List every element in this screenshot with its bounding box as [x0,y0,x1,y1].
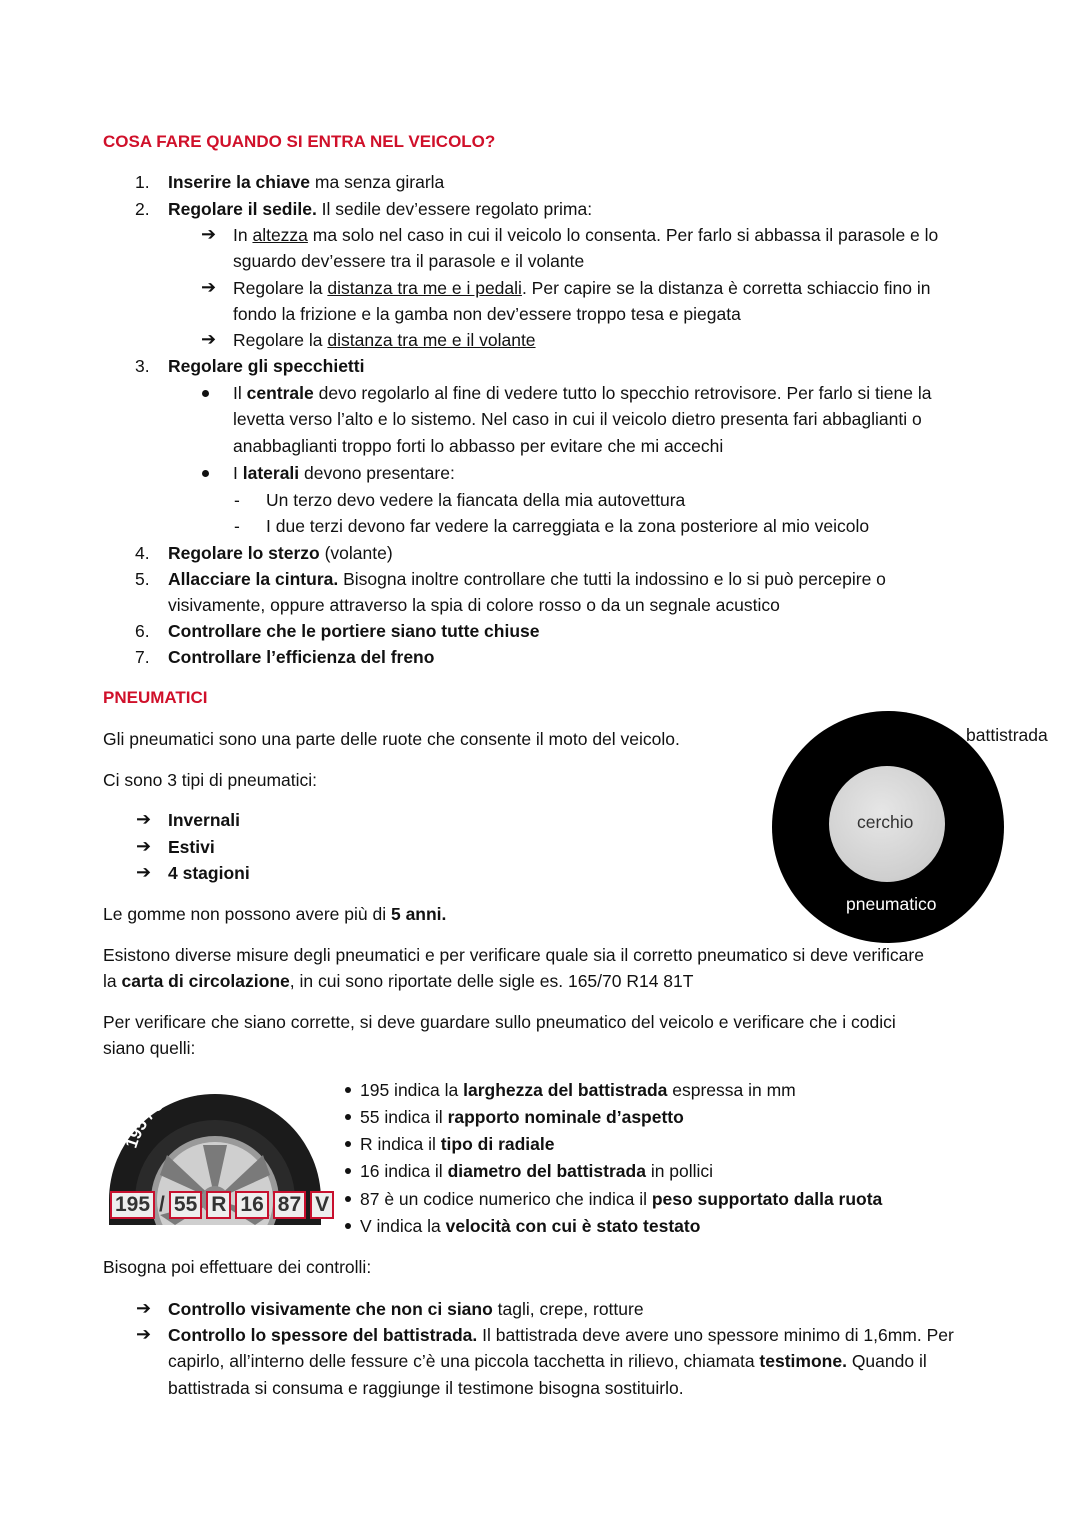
code-item: 87 è un codice numerico che indica il peso supportato dalla ruota [360,1189,883,1209]
code-box: 16 [235,1191,268,1219]
step-7-num: 7. [135,647,150,667]
type-summer: Estivi [168,837,215,857]
code-item: 55 indica il rapporto nominale d’aspetto [360,1107,684,1127]
code-box: 87 [273,1191,306,1219]
step-6-text: Controllare che le portiere siano tutte chiuse [168,621,540,641]
tyre-arc-text: 195 / 55 R 16 87V [121,1075,250,1151]
step-1-text: Inserire la chiave ma senza girarla [168,172,445,192]
lateral-sub-1: Un terzo devo vedere la fiancata della mia autovettura [266,490,686,510]
step-7-text: Controllare l’efficienza del freno [168,647,435,667]
bullet-icon [202,470,209,477]
bullet-icon [202,390,209,397]
mirror-lateral: I laterali devono presentare: [233,463,455,483]
tread-label: battistrada [966,725,1048,745]
arrow-icon: ➔ [136,862,152,882]
mirror-central: Il centrale devo regolarlo al fine di vedere tutto lo specchio retrovisore. Per farlo si tiene la [233,383,932,403]
tyre-label: pneumatico [846,894,937,914]
seat-item-2-cont: fondo la frizione e la gamba non dev’essere troppo tesa e piegata [233,304,741,324]
type-all-season: 4 stagioni [168,863,250,883]
control-2-l2: capirlo, all’interno delle fessure c’è una piccola tacchetta in rilievo, chiamata testimone. Quando il [168,1351,927,1371]
code-item: R indica il tipo di radiale [360,1134,555,1154]
step-6-num: 6. [135,621,150,641]
bullet-icon [345,1141,351,1147]
bullet-icon [345,1087,351,1093]
seat-item-1: In altezza ma solo nel caso in cui il veicolo lo consenta. Per farlo si abbassa il parasole e lo [233,225,939,245]
check-l1: Per verificare che siano corrette, si deve guardare sullo pneumatico del veicolo e verificare che i codici [103,1012,896,1032]
tyre-age: Le gomme non possono avere più di 5 anni. [103,904,447,924]
step-5-text: Allacciare la cintura. Bisogna inoltre controllare che tutti la indossino e lo si può percepire o [168,569,886,589]
code-item: V indica la velocità con cui è stato testato [360,1216,701,1236]
rim-label: cerchio [857,812,914,832]
type-winter: Invernali [168,810,240,830]
seat-item-2: Regolare la distanza tra me e i pedali. Per capire se la distanza è corretta schiaccio fino in [233,278,931,298]
step-5-num: 5. [135,569,150,589]
step-5-cont: visivamente, oppure attraverso la spia di colore rosso o da un segnale acustico [168,595,780,615]
step-2-text: Regolare il sedile. Il sedile dev’essere regolato prima: [168,199,593,219]
arrow-icon: ➔ [201,224,217,244]
arrow-icon: ➔ [201,277,217,297]
step-4-text: Regolare lo sterzo (volante) [168,543,393,563]
code-box: R [206,1191,231,1219]
mirror-central-l2: levetta verso l’alto e lo sistemo. Nel caso in cui il veicolo dietro presenta fari abbaglianti o [233,409,922,429]
arrow-icon: ➔ [136,1324,152,1344]
step-3-num: 3. [135,356,150,376]
bullet-icon [345,1168,351,1174]
arrow-icon: ➔ [136,836,152,856]
code-item: 195 indica la larghezza del battistrada espressa in mm [360,1080,796,1100]
arrow-icon: ➔ [136,809,152,829]
controls-intro: Bisogna poi effettuare dei controlli: [103,1257,372,1277]
section-title-vehicle: COSA FARE QUANDO SI ENTRA NEL VEICOLO? [103,132,496,151]
control-2: Controllo lo spessore del battistrada. Il battistrada deve avere uno spessore minimo di 1,6mm. Per [168,1325,954,1345]
lateral-sub-2: I due terzi devono far vedere la carreggiata e la zona posteriore al mio veicolo [266,516,870,536]
bullet-icon [345,1223,351,1229]
tyres-types-intro: Ci sono 3 tipi di pneumatici: [103,770,317,790]
code-slash: / [159,1193,165,1216]
seat-item-1-cont: sguardo dev’essere tra il parasole e il volante [233,251,585,271]
tyre-code-strip [110,1190,334,1220]
step-3-text: Regolare gli specchietti [168,356,365,376]
bullet-icon [345,1196,351,1202]
arrow-icon: ➔ [201,329,217,349]
step-1: 1. [135,172,150,192]
step-4-num: 4. [135,543,150,563]
control-2-l3: battistrada si consuma e raggiunge il testimone bisogna sostituirlo. [168,1378,684,1398]
control-1: Controllo visivamente che non ci siano tagli, crepe, rotture [168,1299,644,1319]
sizes-l1: Esistono diverse misure degli pneumatici e per verificare quale sia il corretto pneumatico si deve verificare [103,945,924,965]
code-box: 195 [110,1191,155,1219]
bullet-icon [345,1114,351,1120]
check-l2: siano quelli: [103,1038,196,1058]
code-box: V [310,1191,334,1219]
seat-item-3: Regolare la distanza tra me e il volante [233,330,536,350]
mirror-central-l3: anabbaglianti troppo forti lo abbasso per evitare che mi accechi [233,436,724,456]
dash-icon: - [234,490,240,510]
arrow-icon: ➔ [136,1298,152,1318]
code-item: 16 indica il diametro del battistrada in pollici [360,1161,714,1181]
sizes-l2: la carta di circolazione, in cui sono riportate delle sigle es. 165/70 R14 81T [103,971,694,991]
section-title-tyres: PNEUMATICI [103,688,208,707]
step-2-num: 2. [135,199,150,219]
code-box: 55 [169,1191,202,1219]
tyres-intro: Gli pneumatici sono una parte delle ruote che consente il moto del veicolo. [103,729,680,749]
dash-icon: - [234,516,240,536]
